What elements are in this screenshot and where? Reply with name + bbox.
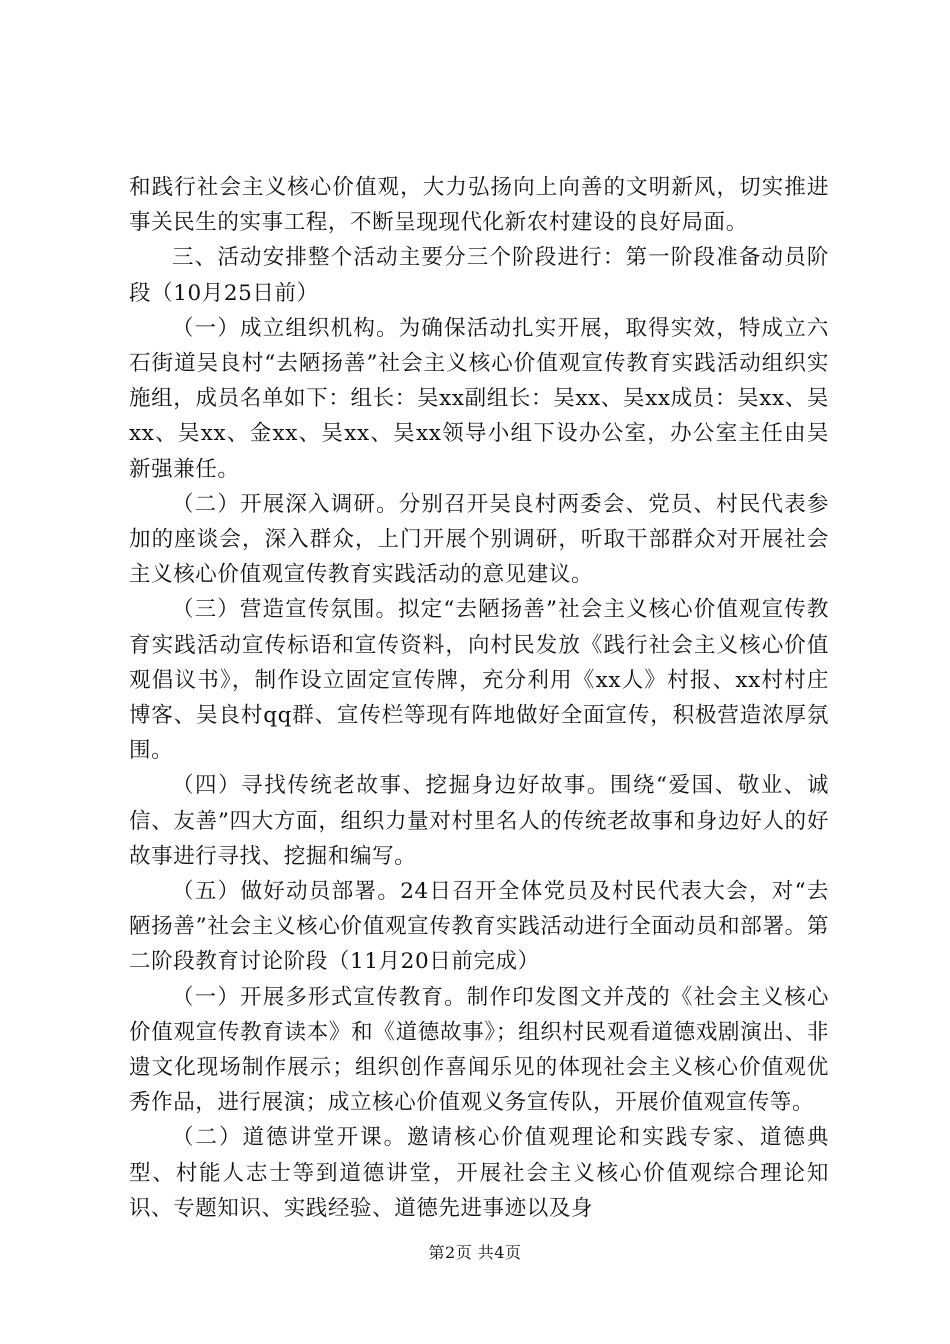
body-text — [129, 170, 829, 1226]
page-number: 第2页 共4页 — [428, 1243, 522, 1262]
paragraph-publicity: （三）营造宣传氛围。拟定“去陋扬善”社会主义核心价值观宣传教育实践活动宣传标语和宣传资料，向村民发放《践行社会主义核心价值观倡议书》，制作设立固定宣传牌，充分利用《xx人》村报、xx村村庄博客、吴良村qq群、宣传栏等现有阵地做好全面宣传，积极营造浓厚氛围。 — [129, 597, 829, 764]
paragraph-education: （一）开展多形式宣传教育。制作印发图文并茂的《社会主义核心价值观宣传教育读本》和《道德故事》；组织村民观看道德戏剧演出、非遗文化现场制作展示；组织创作喜闻乐见的体现社会主义核心价值观优秀作品，进行展演；成立核心价值观义务宣传队，开展价值观宣传等。 — [129, 984, 829, 1116]
paragraph-research: （二）开展深入调研。分别召开吴良村两委会、党员、村民代表参加的座谈会，深入群众，上门开展个别调研，听取干部群众对开展社会主义核心价值观宣传教育实践活动的意见建议。 — [129, 491, 829, 588]
paragraph-stories: （四）寻找传统老故事、挖掘身边好故事。围绕“爱国、敬业、诚信、友善”四大方面，组织力量对村里名人的传统老故事和身边好人的好故事进行寻找、挖掘和编写。 — [129, 773, 829, 869]
page-footer — [0, 1240, 950, 1263]
paragraph-mobilization: （五）做好动员部署。24日召开全体党员及村民代表大会，对“去陋扬善”社会主义核心价值观宣传教育实践活动进行全面动员和部署。第二阶段教育讨论阶段（11月20日前完成） — [129, 879, 829, 975]
paragraph-lecture: （二）道德讲堂开课。邀请核心价值观理论和实践专家、道德典型、村能人志士等到道德讲堂，开展社会主义核心价值观综合理论知识、专题知识、实践经验、道德先进事迹以及身 — [129, 1125, 829, 1221]
paragraph-section-three: 三、活动安排整个活动主要分三个阶段进行：第一阶段准备动员阶段（10月25日前） — [129, 245, 829, 306]
paragraph-continuation: 和践行社会主义核心价值观，大力弘扬向上向善的文明新风，切实推进事关民生的实事工程，不断呈现现代化新农村建设的良好局面。 — [129, 175, 829, 236]
paragraph-organization: （一）成立组织机构。为确保活动扎实开展，取得实效，特成立六石街道吴良村“去陋扬善”社会主义核心价值观宣传教育实践活动组织实施组，成员名单如下：组长：吴xx副组长：吴xx、吴xx成员：吴xx、吴xx、吴xx、金xx、吴xx、吴xx领导小组下设办公室，办公室主任由吴新强兼任。 — [129, 315, 829, 482]
